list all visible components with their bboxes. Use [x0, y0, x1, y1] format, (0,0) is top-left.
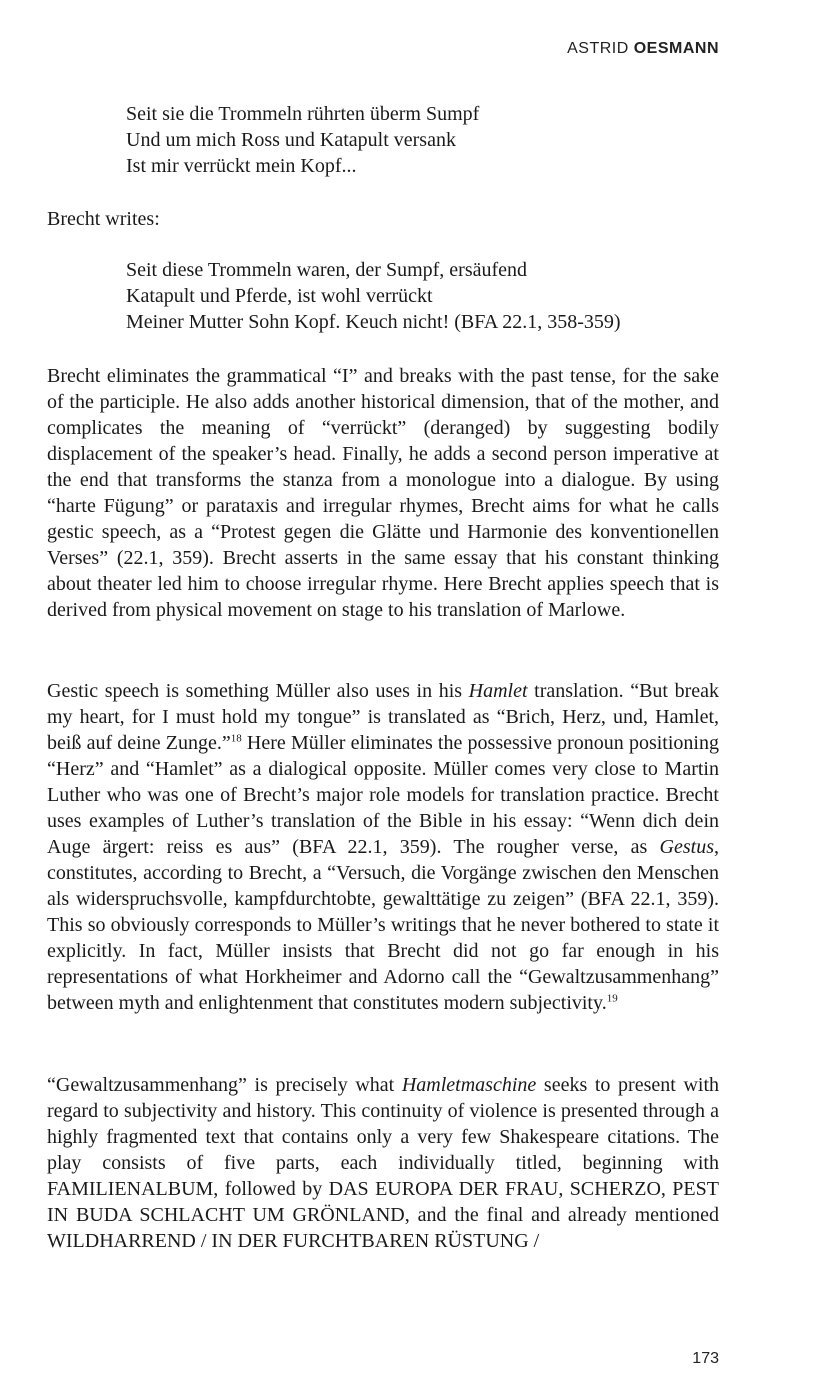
header-author-last: OESMANN [633, 40, 719, 57]
verse-quote-marlowe [126, 101, 479, 179]
intro-line: Brecht writes: [47, 208, 160, 230]
text-run: Gestic speech is something Müller also uses in his [47, 680, 469, 702]
page-number: 173 [692, 1350, 719, 1367]
verse-line: Seit diese Trommeln waren, der Sumpf, ersäufend [126, 259, 528, 281]
verse-line: Seit sie die Trommeln rührten überm Sumpf [126, 103, 480, 125]
text-run: Here Müller eliminates the possessive pronoun positioning “Herz” and “Hamlet” as a dialogical opposite. Müller comes very close to Martin Luther who was one of Brecht’s major role models for translation practice. Brecht uses examples of Luther’s translation of the Bible in his essay: “Wenn dich dein Auge ärgert: reiss es aus” (BFA 22.1, 359). The rougher verse, as [47, 732, 719, 858]
text-run: seeks to present with regard to subjectivity and history. This continuity of violence is presented through a highly fragmented text that contains only a very few Shakespeare citations. The play consists of five parts, each individually titled, beginning with FAMILIENALBUM, followed by DAS EUROPA DER FRAU, SCHERZO, PEST IN BUDA SCHLACHT UM GRÖNLAND, and the final and already mentioned WILDHARREND / IN DER FURCHTBAREN RÜSTUNG / [47, 1074, 719, 1252]
text-run: , constitutes, according to Brecht, a “Versuch, die Vorgänge zwischen den Menschen als widerspruchsvolle, kampfdurchtobte, gewalttätige zu zeigen” (BFA 22.1, 359). This so obviously corresponds to Müller’s writings that he never bothered to state it explicitly. In fact, Müller insists that Brecht did not go far enough in his representations of what Horkheimer and Adorno call the “Gewaltzusammenhang” between myth and enlightenment that constitutes modern subjectivity. [47, 836, 719, 1014]
body-paragraph [47, 678, 719, 1016]
verse-line: Ist mir verrückt mein Kopf... [126, 155, 357, 177]
verse-line: Katapult und Pferde, ist wohl verrückt [126, 285, 433, 307]
text-run: translation. “But break my heart, for I must hold my tongue” is translated as “Brich, Herz, und, Hamlet, beiß auf deine Zunge.” [47, 680, 719, 754]
text-run: “Gewaltzusammenhang” is precisely what [47, 1074, 402, 1096]
verse-line: Meiner Mutter Sohn Kopf. Keuch nicht! (BFA 22.1, 358-359) [126, 311, 621, 333]
header-author-first: ASTRID [567, 40, 629, 57]
footnote-ref: 19 [606, 992, 618, 1005]
body-paragraph: Brecht eliminates the grammatical “I” and breaks with the past tense, for the sake of the participle. He also adds another historical dimension, that of the mother, and complicates the meaning of “verrückt” (deranged) by suggesting bodily displacement of the speaker’s head. Finally, he adds a second person imperative at the end that transforms the stanza from a monologue into a dialogue. By using “harte Fügung” or parataxis and irregular rhymes, Brecht aims for what he calls gestic speech, as a “Protest gegen die Glätte und Harmonie des konventionellen Verses” (22.1, 359). Brecht asserts in the same essay that his constant thinking about theater led him to choose irregular rhyme. Here Brecht applies speech that is derived from physical movement on stage to his translation of Marlowe. [47, 365, 719, 621]
italic-title: Hamlet [468, 680, 528, 702]
running-header [567, 40, 719, 58]
verse-line: Und um mich Ross und Katapult versank [126, 129, 456, 151]
italic-title: Hamletmaschine [401, 1074, 537, 1096]
italic-term: Gestus [659, 836, 714, 858]
footnote-ref: 18 [230, 732, 242, 745]
verse-quote-brecht [126, 257, 621, 335]
body-paragraph [47, 1072, 719, 1254]
